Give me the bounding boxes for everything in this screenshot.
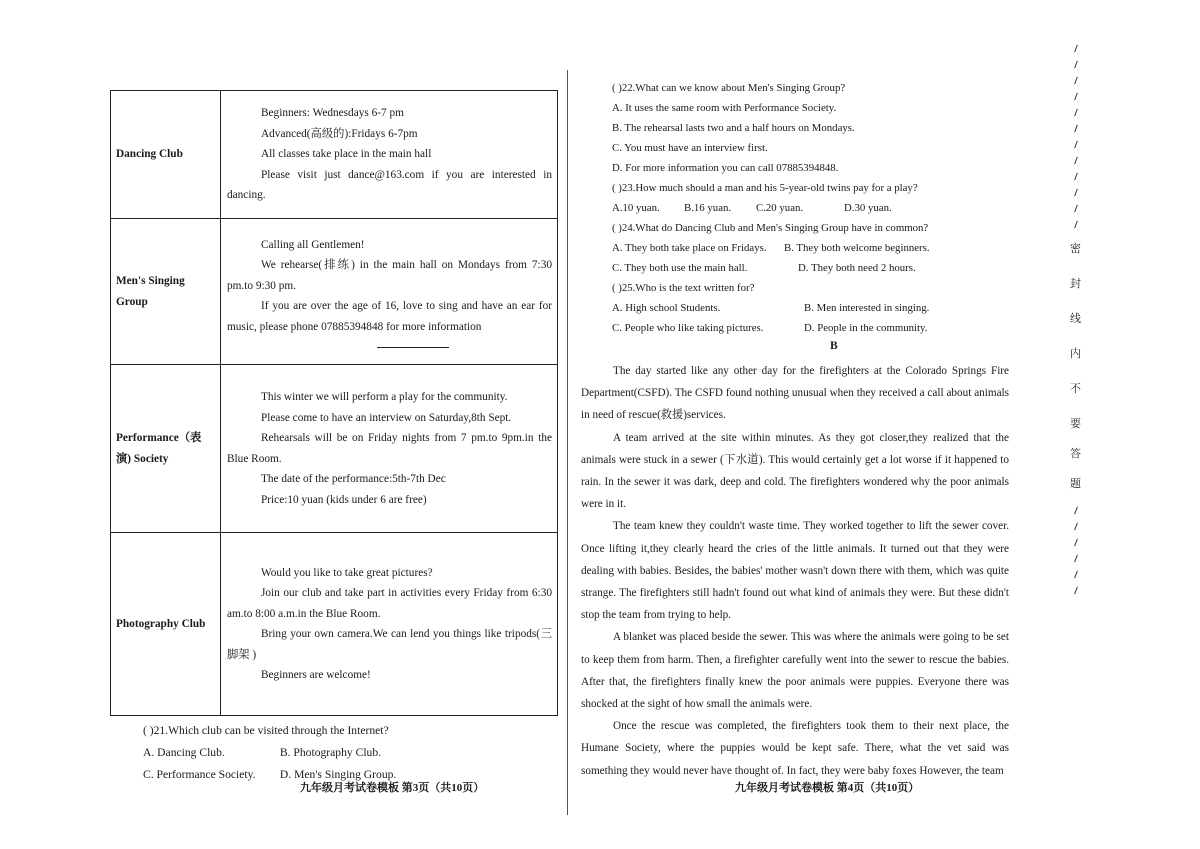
- club-info-performance: [221, 365, 558, 533]
- page-footer: 九年级月考试卷模板 第4页（共10页）: [735, 782, 920, 794]
- club-info-photography: [221, 533, 558, 716]
- seal-dash: [1074, 77, 1078, 85]
- seal-dash: [1074, 189, 1078, 197]
- info-line: Join our club and take part in activities every Friday from 6:30 am.to 8:00 a.m.in the Blue Room.: [227, 587, 552, 620]
- seal-dash: [1074, 157, 1078, 165]
- option-c[interactable]: C.20 yuan.: [756, 202, 804, 214]
- seal-dash: [1074, 523, 1078, 531]
- option-b[interactable]: B.16 yuan.: [684, 202, 732, 214]
- seal-dash: [1074, 205, 1078, 213]
- option-a[interactable]: A. High school Students.: [612, 302, 721, 314]
- seal-char: 答: [1070, 447, 1081, 460]
- info-line: Beginners: Wednesdays 6-7 pm: [261, 107, 404, 120]
- passage-paragraph: The day started like any other day for the firefighters at the Colorado Springs Fire Department(CSFD). The CSFD found nothing unusual when they received a call about animals in need of rescue(救援)services.: [581, 365, 1009, 422]
- table-row: [111, 91, 558, 219]
- info-line: The date of the performance:5th-7th Dec: [261, 473, 446, 485]
- seal-char: 密: [1070, 242, 1081, 255]
- info-line: If you are over the age of 16, love to sing and have an ear for music, please phone 07885394848 for more information: [227, 300, 552, 333]
- seal-char: 封: [1070, 277, 1081, 290]
- seal-char: 题: [1070, 477, 1081, 490]
- seal-dash: [1074, 555, 1078, 563]
- seal-char: 线: [1070, 312, 1081, 325]
- left-page: [0, 0, 575, 849]
- question-22: [612, 78, 1012, 338]
- seal-dash: [1074, 507, 1078, 515]
- info-line: Please visit just dance@163.com if you are interested in dancing.: [227, 168, 552, 202]
- passage-paragraph: Once the rescue was completed, the firefighters took them to their next place, the Humane Society, where the puppies would be kept safe. There, what the vet said was something they would never have thought of. In fact, they were baby foxes However, the team: [581, 720, 1009, 777]
- underline-mark: [377, 347, 449, 348]
- option-c[interactable]: C. People who like taking pictures.: [612, 322, 764, 334]
- info-line: Beginners are welcome!: [261, 669, 371, 681]
- club-name-dancing: Dancing Club: [111, 91, 221, 219]
- info-line: Please come to have an interview on Saturday,8th Sept.: [261, 411, 512, 424]
- table-row: [111, 219, 558, 365]
- club-info-dancing: [221, 91, 558, 219]
- question-stem: ( )22.What can we know about Men's Singing Group?: [612, 82, 846, 94]
- page-divider: [567, 70, 568, 815]
- info-line: Advanced(高级的):Fridays 6-7pm: [261, 127, 418, 140]
- seal-dash: [1074, 61, 1078, 69]
- seal-char: 不: [1070, 382, 1081, 395]
- option-d[interactable]: D.30 yuan.: [844, 202, 892, 214]
- option-d[interactable]: D. They both need 2 hours.: [798, 262, 916, 274]
- question-21: [143, 720, 563, 786]
- option-b[interactable]: B. Men interested in singing.: [804, 302, 930, 314]
- option-c[interactable]: C. They both use the main hall.: [612, 262, 748, 274]
- reading-passage: [581, 360, 1009, 782]
- passage-paragraph: A team arrived at the site within minutes. As they got closer,they realized that the animals were stuck in a sewer (下水道). This would certainly get a lot worse if it happened to rain. In the sewer it was dark, deep and cold. The firefighters wondered why the poor animals were in it.: [581, 431, 1009, 511]
- question-stem: ( )25.Who is the text written for?: [612, 282, 755, 294]
- seal-char: 内: [1070, 347, 1081, 360]
- seal-line-strip: [1062, 40, 1092, 600]
- club-info-singing: [221, 219, 558, 365]
- info-line: This winter we will perform a play for the community.: [261, 391, 508, 403]
- passage-paragraph: The team knew they couldn't waste time. They worked together to lift the sewer cover. Once lifting it,they clearly heard the cries of the little animals. It turned out that they were dealing with babies. Besides, the babies' mother wasn't down there with them, which was quite strange. The firefighters still hadn't found out what kind of animals they were. But these didn't stop the team from trying to help.: [581, 520, 1009, 622]
- info-line: Would you like to take great pictures?: [261, 566, 433, 579]
- seal-dash: [1074, 539, 1078, 547]
- option-b[interactable]: B. Photography Club.: [279, 746, 382, 759]
- club-name-photography: Photography Club: [111, 533, 221, 716]
- seal-dash: [1074, 221, 1078, 229]
- info-line: We rehearse(排练) in the main hall on Mondays from 7:30 pm.to 9:30 pm.: [227, 259, 552, 292]
- option-c[interactable]: C. You must have an interview first.: [612, 142, 768, 154]
- option-a[interactable]: A.10 yuan.: [612, 202, 660, 214]
- seal-dash: [1074, 93, 1078, 101]
- option-d[interactable]: D. For more information you can call 07885394848.: [612, 162, 839, 174]
- option-d[interactable]: D. People in the community.: [804, 322, 928, 334]
- option-a[interactable]: A. They both take place on Fridays.: [612, 242, 767, 254]
- question-stem: ( )23.How much should a man and his 5-year-old twins pay for a play?: [612, 182, 918, 194]
- seal-dash: [1074, 587, 1078, 595]
- seal-dash: [1074, 45, 1078, 53]
- seal-char: 要: [1070, 417, 1081, 430]
- info-line: Rehearsals will be on Friday nights from 7 pm.to 9pm.in the Blue Room.: [227, 432, 552, 465]
- info-line: Calling all Gentlemen!: [261, 238, 365, 251]
- option-a[interactable]: A. It uses the same room with Performance Society.: [612, 102, 837, 114]
- club-name-performance: Performance（表演) Society: [111, 365, 221, 533]
- table-row: [111, 365, 558, 533]
- seal-dash: [1074, 109, 1078, 117]
- question-stem: ( )24.What do Dancing Club and Men's Singing Group have in common?: [612, 222, 929, 234]
- seal-dash: [1074, 125, 1078, 133]
- option-a[interactable]: A. Dancing Club.: [143, 746, 225, 759]
- question-stem: ( )21.Which club can be visited through the Internet?: [143, 724, 389, 737]
- clubs-table: [110, 90, 558, 716]
- option-b[interactable]: B. They both welcome beginners.: [784, 242, 930, 254]
- club-name-singing: Men's Singing Group: [111, 219, 221, 365]
- option-b[interactable]: B. The rehearsal lasts two and a half hours on Mondays.: [612, 122, 855, 134]
- option-c[interactable]: C. Performance Society.: [143, 768, 256, 781]
- passage-paragraph: A blanket was placed beside the sewer. This was where the animals were going to be set to keep them from harm. Then, a firefighter carefully went into the sewer to rescue the babies. After that, the firefighters finally knew the poor animals were puppies. Everyone there was shocked at the sight of how small the animals were.: [581, 631, 1009, 711]
- info-line: Price:10 yuan (kids under 6 are free): [261, 493, 427, 506]
- page-footer: 九年级月考试卷模板 第3页（共10页）: [300, 782, 485, 794]
- seal-dash: [1074, 141, 1078, 149]
- section-heading: B: [830, 340, 838, 352]
- info-line: All classes take place in the main hall: [261, 148, 432, 161]
- seal-dash: [1074, 571, 1078, 579]
- info-line: Bring your own camera.We can lend you things like tripods(三脚架 ): [227, 628, 552, 661]
- seal-dash: [1074, 173, 1078, 181]
- table-row: [111, 533, 558, 716]
- option-d[interactable]: D. Men's Singing Group.: [279, 768, 397, 781]
